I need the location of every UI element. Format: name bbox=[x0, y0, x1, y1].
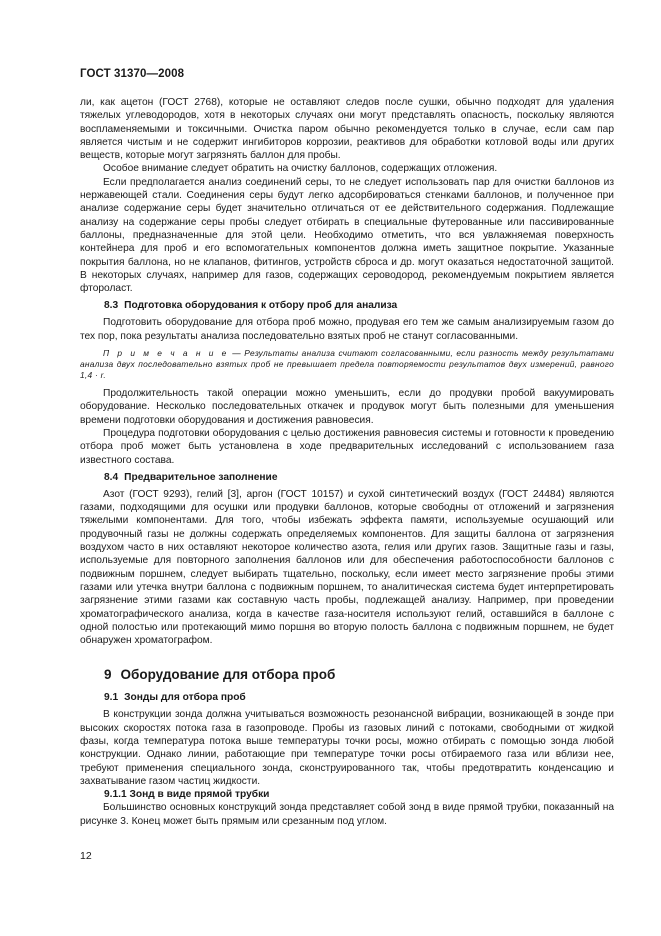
page-number: 12 bbox=[80, 850, 92, 862]
note-text: — Результаты анализа считают согласованными, если разность между результатами анализа двух последовательно взятых проб не превышает предела повторяемости результатов двух измерений, равного 1,4 · r. bbox=[80, 348, 614, 381]
section-8-4-heading bbox=[104, 471, 614, 484]
paragraph-cleaning-solvents: ли, как ацетон (ГОСТ 2768), которые не оставляют следов после сушки, обычно подходят для удаления тяжелых углеводородов, хотя в некоторых случаях они могут представлять опасность, поскольку являются воспламеняемыми и токсичными. Очистка паром обычно рекомендуется только в случае, если сам пар является чистым и не содержит ингибиторов коррозии, реактивов для обработки котловой воды или других веществ, которые могут загрязнять баллон для пробы. bbox=[80, 97, 614, 162]
paragraph-straight-tube: Большинство основных конструкций зонда представляет собой зонд в виде прямой трубки, показанный на рисунке 3. Конец может быть прямым или срезанным под углом. bbox=[80, 802, 614, 827]
paragraph-deposits: Особое внимание следует обратить на очистку баллонов, содержащих отложения. bbox=[103, 163, 498, 175]
section-9-1-1-heading: 9.1.1 Зонд в виде прямой трубки bbox=[104, 789, 270, 801]
section-9-heading bbox=[104, 667, 614, 683]
section-title: Подготовка оборудования к отбору проб для анализа bbox=[124, 300, 398, 312]
section-number: 9 bbox=[104, 667, 112, 683]
note-label: П р и м е ч а н и е bbox=[103, 348, 229, 359]
paragraph-prefill: Азот (ГОСТ 9293), гелий [3], аргон (ГОСТ 10157) и сухой синтетический воздух (ГОСТ 24484) являются газами, подходящими для осушки или продувки баллонов, которые свободны от отложений и загрязнения тяжелыми компонентами. Для того, чтобы избежать эффекта памяти, используемые осушающий или продувочный газы не должны содержать определяемых компонентов. Для защиты баллона от загрязнения воздухом часто в них оставляют некоторое количество азота, гелия или других газов. Защитные газы и газы, используемые для повторного заполнения баллонов или для обеспечения работоспособности баллонов с подвижным поршнем, следует выбирать тщательно, поскольку, если имеет место загрязнение пробы этими газами или утечка внутри баллона с подвижным поршнем, то аналитическая система будет интерпретировать загрязнение этими газами как составную часть пробы, подлежащей анализу. Например, при проведении хроматографического анализа, когда в качестве газа-носителя используют гелий, оставшийся в баллоне с одной полостью или протекающий мимо поршня во вторую полость баллона с подвижным поршнем, не будет обнаружен хроматографом. bbox=[80, 488, 614, 647]
paragraph-equipment-prep: Подготовить оборудование для отбора проб можно, продувая его тем же самым анализируемым газом до тех пор, пока результаты анализа последовательно взятых проб не станут согласованными. bbox=[80, 317, 614, 342]
note bbox=[80, 348, 614, 381]
paragraph-probe-design: В конструкции зонда должна учитываться возможность резонансной вибрации, возникающей в зонде при высоких скоростях потока газа в газопроводе. Пробы из газовых линий с потоками, свободными от жидкой фазы, когда температура потока выше температуры точки росы, можно отбирать с помощью зонда любой конструкции. Однако линии, работающие при температуре точки росы отбираемого газа или вблизи нее, требуют применения специального зонда, сконструированного так, чтобы предотвратить конденсацию и захватывание газом частиц жидкости. bbox=[80, 709, 614, 787]
page-content bbox=[80, 96, 614, 828]
section-8-3-heading bbox=[104, 299, 614, 312]
section-title: Оборудование для отбора проб bbox=[120, 667, 336, 683]
section-title: Предварительное заполнение bbox=[124, 471, 278, 483]
section-number: 9.1 bbox=[104, 692, 119, 704]
section-9-1-heading bbox=[104, 691, 614, 704]
paragraph-procedure: Процедура подготовки оборудования с целью достижения равновесия системы и готовности к проведению отбора проб может быть установлена в ходе предварительных исследований с использованием газа известного состава. bbox=[80, 427, 614, 466]
section-number: 8.4 bbox=[104, 471, 119, 483]
document-header: ГОСТ 31370—2008 bbox=[80, 68, 185, 80]
paragraph-duration: Продолжительность такой операции можно уменьшить, если до продувки пробой вакуумировать оборудование. Несколько последовательных откачек и продувок могут быть полезными для уменьшения времени подготовки оборудования и достижения равновесия. bbox=[80, 388, 614, 426]
section-number: 8.3 bbox=[104, 300, 119, 312]
section-title: Зонды для отбора проб bbox=[124, 692, 246, 704]
paragraph-sulfur: Если предполагается анализ соединений серы, то не следует использовать пар для очистки баллонов из нержавеющей стали. Соединения серы будут легко адсорбироваться стенками баллонов, и полученное при анализе содержание серы будет значительно отличаться от ее действительного содержания. Подлежащие анализу на содержание серы пробы следует отбирать в специальные футерованные или пассивированные баллоны, предназначенные для этой цели. Необходимо отметить, что вся увлажняемая поверхность контейнера для проб и его вспомогательных компонентов должна иметь защитное покрытие. Указанные покрытия баллона, но не клапанов, фитингов, устройств сброса и др. могут оказаться недостаточной защитой. В некоторых случаях, например для газов, содержащих сероводород, рекомендуемым покрытием является фтороласт. bbox=[80, 176, 614, 295]
